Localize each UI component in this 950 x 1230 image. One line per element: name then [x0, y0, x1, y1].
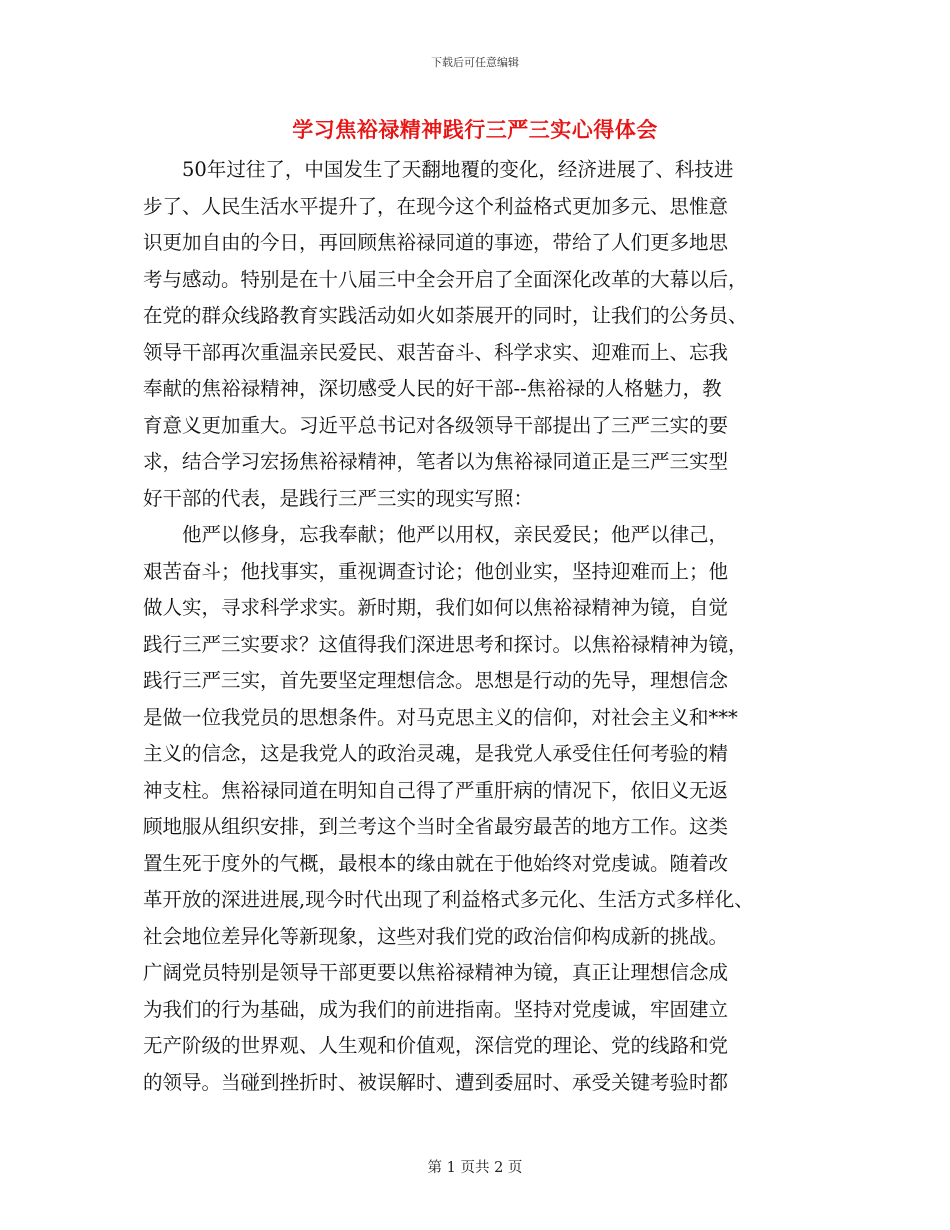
text-line: 考与感动。特别是在十八届三中全会开启了全面深化改革的大幕以后，: [143, 267, 748, 291]
text-line: 无产阶级的世界观、人生观和价值观，深信党的理论、党的线路和党: [143, 1034, 729, 1057]
paragraph: [143, 517, 813, 1101]
text-line: 的领导。当碰到挫折时、被误解时、遭到委屈时、承受关键考验时都: [143, 1070, 729, 1094]
page-number-footer: 第 1 页共 2 页: [427, 1160, 523, 1176]
text-line: 广阔党员特别是领导干部更要以焦裕禄精神为镜，真正让理想信念成: [143, 961, 729, 984]
paragraph: [143, 152, 813, 517]
text-line: 为我们的行为基础，成为我们的前进指南。坚持对党虔诚，牢固建立: [143, 997, 729, 1021]
text-line: 践行三严三实，首先要坚定理想信念。思想是行动的先导，理想信念: [143, 669, 729, 692]
text-line: 置生死于度外的气概，最根本的缘由就在于他始终对党虔诚。随着改: [143, 851, 729, 875]
text-line: 好干部的代表，是践行三严三实的现实写照：: [143, 486, 534, 510]
text-line: 求，结合学习宏扬焦裕禄精神，笔者以为焦裕禄同道正是三严三实型: [143, 450, 729, 473]
text-line: 做人实，寻求科学求实。新时期，我们如何以焦裕禄精神为镜，自觉: [143, 596, 729, 619]
text-line: 主义的信念，这是我党人的政治灵魂，是我党人承受住任何考验的精: [143, 742, 729, 765]
text-line: 识更加自由的今日，再回顾焦裕禄同道的事迹，带给了人们更多地思: [143, 231, 729, 254]
text-line: 在党的群众线路教育实践活动如火如荼展开的同时，让我们的公务员、: [143, 304, 748, 327]
text-line: 顾地服从组织安排，到兰考这个当时全省最穷最苦的地方工作。这类: [143, 815, 729, 838]
text-line: 践行三严三实要求？这值得我们深进思考和探讨。以焦裕禄精神为镜，: [143, 632, 748, 656]
text-line: 育意义更加重大。习近平总书记对各级领导干部提出了三严三实的要: [143, 413, 729, 437]
text-line: 神支柱。焦裕禄同道在明知自己得了严重肝病的情况下，依旧义无返: [143, 778, 729, 802]
text-line: 奉献的焦裕禄精神，深切感受人民的好干部--焦裕禄的人格魅力，教: [143, 377, 722, 400]
text-line: 革开放的深进进展,现今时代出现了利益格式多元化、生活方式多样化、: [143, 888, 754, 911]
text-line: 50年过往了，中国发生了天翻地覆的变化，经济进展了、科技进: [182, 158, 734, 181]
text-line: 是做一位我党员的思想条件。对马克思主义的信仰，对社会主义和***: [143, 705, 738, 729]
header-note: 下载后可任意编辑: [431, 56, 519, 69]
document-title: 学习焦裕禄精神践行三严三实心得体会: [292, 117, 658, 142]
text-line: 步了、人民生活水平提升了，在现今这个利益格式更加多元、思惟意: [143, 194, 729, 218]
text-line: 艰苦奋斗；他找事实，重视调查讨论；他创业实，坚持迎难而上；他: [143, 559, 729, 583]
text-line: 他严以修身，忘我奉献；他严以用权，亲民爱民；他严以律己，: [182, 523, 729, 546]
text-line: 社会地位差异化等新现象，这些对我们党的政治信仰构成新的挑战。: [143, 924, 729, 948]
text-line: 领导干部再次重温亲民爱民、艰苦奋斗、科学求实、迎难而上、忘我: [143, 340, 729, 364]
document-body: [143, 152, 813, 1101]
